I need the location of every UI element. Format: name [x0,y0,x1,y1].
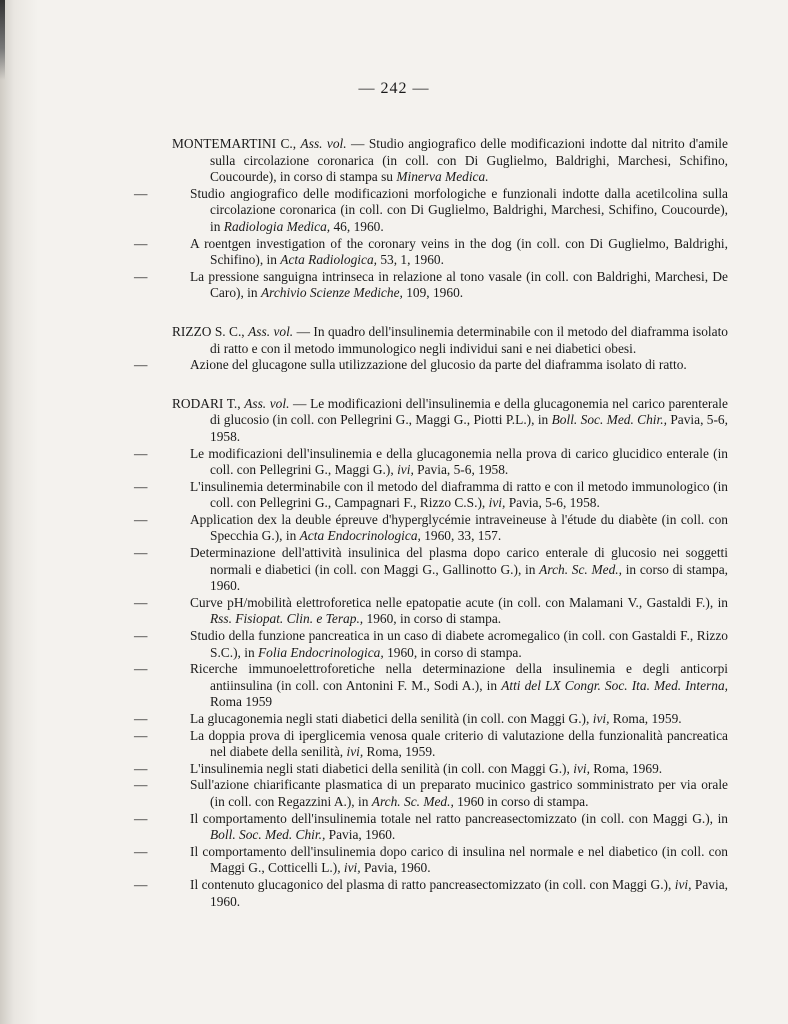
author-name: RODARI T., [172,395,241,411]
author-name: MONTEMARTINI C., [172,136,297,151]
entry-text: Pavia, 5-6, 1958. [413,462,509,478]
entry-dash: — [134,478,148,494]
entry-text: Curve pH/mobilità elettroforetica nelle epatopatie acute (in coll. con Malamani V., Gastaldi F.), in [190,594,728,610]
bibliography-entry [134,777,728,810]
journal-title: ivi, [573,760,590,776]
journal-title: ivi, [592,711,610,726]
entry-dash: — [134,760,148,776]
journal-title: Acta Endocrinologica, [299,528,421,544]
entry-text: 46, 1960. [330,218,384,234]
bibliography-entry [134,478,728,512]
entry-text: La glucagonemia negli stati diabetici della senilità (in coll. con Maggi G.), [190,711,593,726]
journal-title: ivi, [674,876,692,892]
bibliography-entry [134,511,728,545]
bibliography-entry [134,711,728,728]
author-role: Ass. vol. [248,323,294,339]
bibliography-entry [134,843,728,877]
entry-text: La pressione sanguigna intrinseca in relazione al tono vasale (in coll. con Baldrighi, Marchesi, De Caro), in [190,268,728,301]
entry-dash: — [134,628,148,644]
entry-text: in corso di stampa, 1960. [210,561,728,594]
bibliography-entry [134,760,728,778]
bibliography-entry: RODARI T., Ass. vol. — Le modificazioni dell'insulinemia e della glucagonemia nel carico parenterale di glucosio (in coll. con Pellegrini G., Maggi G., Piotti P.L.), in Boll. Soc. Med. Chir., Pavia, 5-6, 1958. [172,395,728,444]
entry-text: Roma, 1959. [609,711,682,726]
entry-dash: — [134,594,148,610]
journal-title: ivi, [488,495,506,511]
author-block [134,395,728,910]
entry-text: Roma 1959 [210,694,273,710]
journal-title: Radiologia Medica, [223,218,331,234]
entry-text: Pavia, 1960. [210,876,728,909]
author-block [134,136,728,302]
journal-title: Rss. Fisiopat. Clin. e Terap., [210,611,364,627]
entry-dash: — [134,511,148,527]
entry-text: Pavia, 5-6, 1958. [505,495,600,511]
bibliography-entry: MONTEMARTINI C., Ass. vol. — Studio angiografico delle modificazioni indotte dal nitrito d'amile sulla circolazione coronarica (in coll. con Di Guglielmo, Baldrighi, Marchesi, Schifino, Coucourde), in corso di stampa su Minerva Medica. [172,136,728,185]
bibliography-entry [134,876,728,910]
entry-text: Roma, 1969. [589,760,663,776]
entry-text: In quadro dell'insulinemia determinabile con il metodo del diaframma isolato di ratto e con il metodo immunologico negli individui sani e nei diabetici obesi. [210,323,729,356]
journal-title: ivi, [397,462,414,478]
entry-text: Determinazione dell'attività insulinica del plasma dopo carico enterale di glucosio nei soggetti normali e diabetici (in coll. con Maggi G., Gallinotto G.), in [190,545,728,577]
bibliography-entry [134,185,728,236]
scanned-page-edge [0,0,38,1024]
entry-dash: — [134,843,148,859]
journal-title: Atti del LX Congr. Soc. Ita. Med. Interna, [501,677,728,693]
entry-text: L'insulinemia negli stati diabetici della senilità (in coll. con Maggi G.), [190,760,574,776]
bibliography-entry [134,727,728,761]
entry-dash: — [134,777,148,793]
entry-text: Roma, 1959. [363,744,436,760]
entry-text: Azione del glucagone sulla utilizzazione del glucosio da parte del diaframma isolato di ratto. [190,357,687,373]
entry-dash: — [134,727,148,743]
bibliography-entry [134,661,728,711]
journal-title: ivi, [346,744,364,760]
bibliography-entry [134,357,728,374]
entry-text: 1960, in corso di stampa. [363,611,502,627]
entry-dash: — [134,661,148,677]
bibliography-entry [134,594,728,628]
page-number: — 242 — [358,80,430,97]
entry-dash: — [134,545,148,561]
bibliography-entry [134,545,728,595]
journal-title: Folia Endocrinologica, [258,644,384,660]
author-role: Ass. vol. [300,136,347,151]
journal-title: Archivio Scienze Mediche, [260,285,403,301]
author-role: Ass. vol. [244,395,290,411]
binding-shadow [0,0,5,80]
journal-title: Acta Radiologica, [280,252,377,268]
journal-title: Arch. Sc. Med., [539,561,622,577]
bibliography-entry: RIZZO S. C., Ass. vol. — In quadro dell'insulinemia determinabile con il metodo del diaframma isolato di ratto e con il metodo immunologico negli individui sani e nei diabetici obesi. [172,323,729,356]
entry-text: La doppia prova di iperglicemia venosa quale criterio di valutazione della funzionalità pancreatica nel diabete della senilità, [190,727,728,760]
entry-text: Sull'azione chiarificante plasmatica di un preparato mucinico gastrico somministrato per via orale (in coll. con Regazzini A.), in [190,777,728,809]
bibliography-entry [134,268,728,302]
entry-text: Application dex la deuble épreuve d'hyperglycémie intraveineuse à l'étude du diabète (in coll. con Specchia G.), in [190,511,728,544]
author-block [134,323,729,374]
bibliography-entry [134,235,728,269]
journal-title: Boll. Soc. Med. Chir., [551,412,667,428]
entry-dash: — [134,357,148,373]
entry-dash: — [134,185,148,201]
entry-text: 1960, 33, 157. [420,528,502,544]
entry-dash: — [134,235,148,251]
journal-title: Boll. Soc. Med. Chir., [210,827,326,843]
entry-text: Ricerche immunoelettroforetiche nella determinazione della insulinemia e degli anticorpi antiinsulina (in coll. con Antonini F. M., Sodi A.), in [190,661,728,693]
entry-text: Il comportamento dell'insulinemia dopo carico di insulina nel normale e nel diabetico (in coll. con Maggi G., Cotticelli L.), [190,843,728,876]
journal-title: Arch. Sc. Med., [371,793,454,809]
entry-text: Studio della funzione pancreatica in un caso di diabete acromegalico (in coll. con Gastaldi F., Rizzo S.C.), in [190,628,728,660]
entry-dash: — [134,876,148,892]
entry-text: Pavia, 1960. [360,860,431,876]
entry-dash: — [134,268,148,284]
author-name: RIZZO S. C., [172,323,245,339]
entry-text: 53, 1, 1960. [377,252,444,268]
bibliography-entry [134,628,728,661]
entry-text: Le modificazioni dell'insulinemia e della glucagonemia nella prova di carico glucidico enterale (in coll. con Pellegrini G., Maggi G.), [190,445,728,478]
entry-text: 1960 in corso di stampa. [453,793,589,809]
journal-title: ivi, [343,860,361,876]
entry-text: Pavia, 5-6, 1958. [210,412,728,444]
entry-text: L'insulinemia determinabile con il metodo del diaframma di ratto e con il metodo immunologico (in coll. con Pellegrini G., Campagnari F., Rizzo C.S.), [190,478,728,511]
journal-title: Minerva Medica. [396,169,489,185]
entry-text: Le modificazioni dell'insulinemia e della glucagonemia nel carico parenterale di glucosio (in coll. con Pellegrini G., Maggi G., Piotti P.L.), in [210,395,728,428]
entry-dash: — [134,711,148,726]
entry-dash: — [134,810,148,826]
entry-text: Studio angiografico delle modificazioni indotte dal nitrito d'amile sulla circolazione coronarica (in coll. con Di Guglielmo, Baldrighi, Marchesi, Schifino, Coucourde), in corso di stampa su [210,136,728,185]
entry-dash: — [134,445,148,461]
entry-text: Il comportamento dell'insulinemia totale nel ratto pancreasectomizzato (in coll. con Maggi G.), in [190,810,728,826]
bibliography-entry [134,445,728,479]
entry-text: 109, 1960. [402,285,464,301]
entry-text: A roentgen investigation of the coronary veins in the dog (in coll. con Di Guglielmo, Baldrighi, Schifino), in [190,235,728,268]
bibliography-entry [134,810,728,844]
bibliography-list [134,136,729,932]
entry-text: Studio angiografico delle modificazioni morfologiche e funzionali indotte dalla acetilcolina sulla circolazione coronarica (in coll. con Di Guglielmo, Baldrighi, Marchesi, Schifino, Coucourde), in [190,185,728,234]
entry-text: 1960, in corso di stampa. [383,644,522,660]
entry-text: Il contenuto glucagonico del plasma di ratto pancreasectomizzato (in coll. con Maggi G.), [190,876,675,892]
entry-text: Pavia, 1960. [325,827,396,843]
